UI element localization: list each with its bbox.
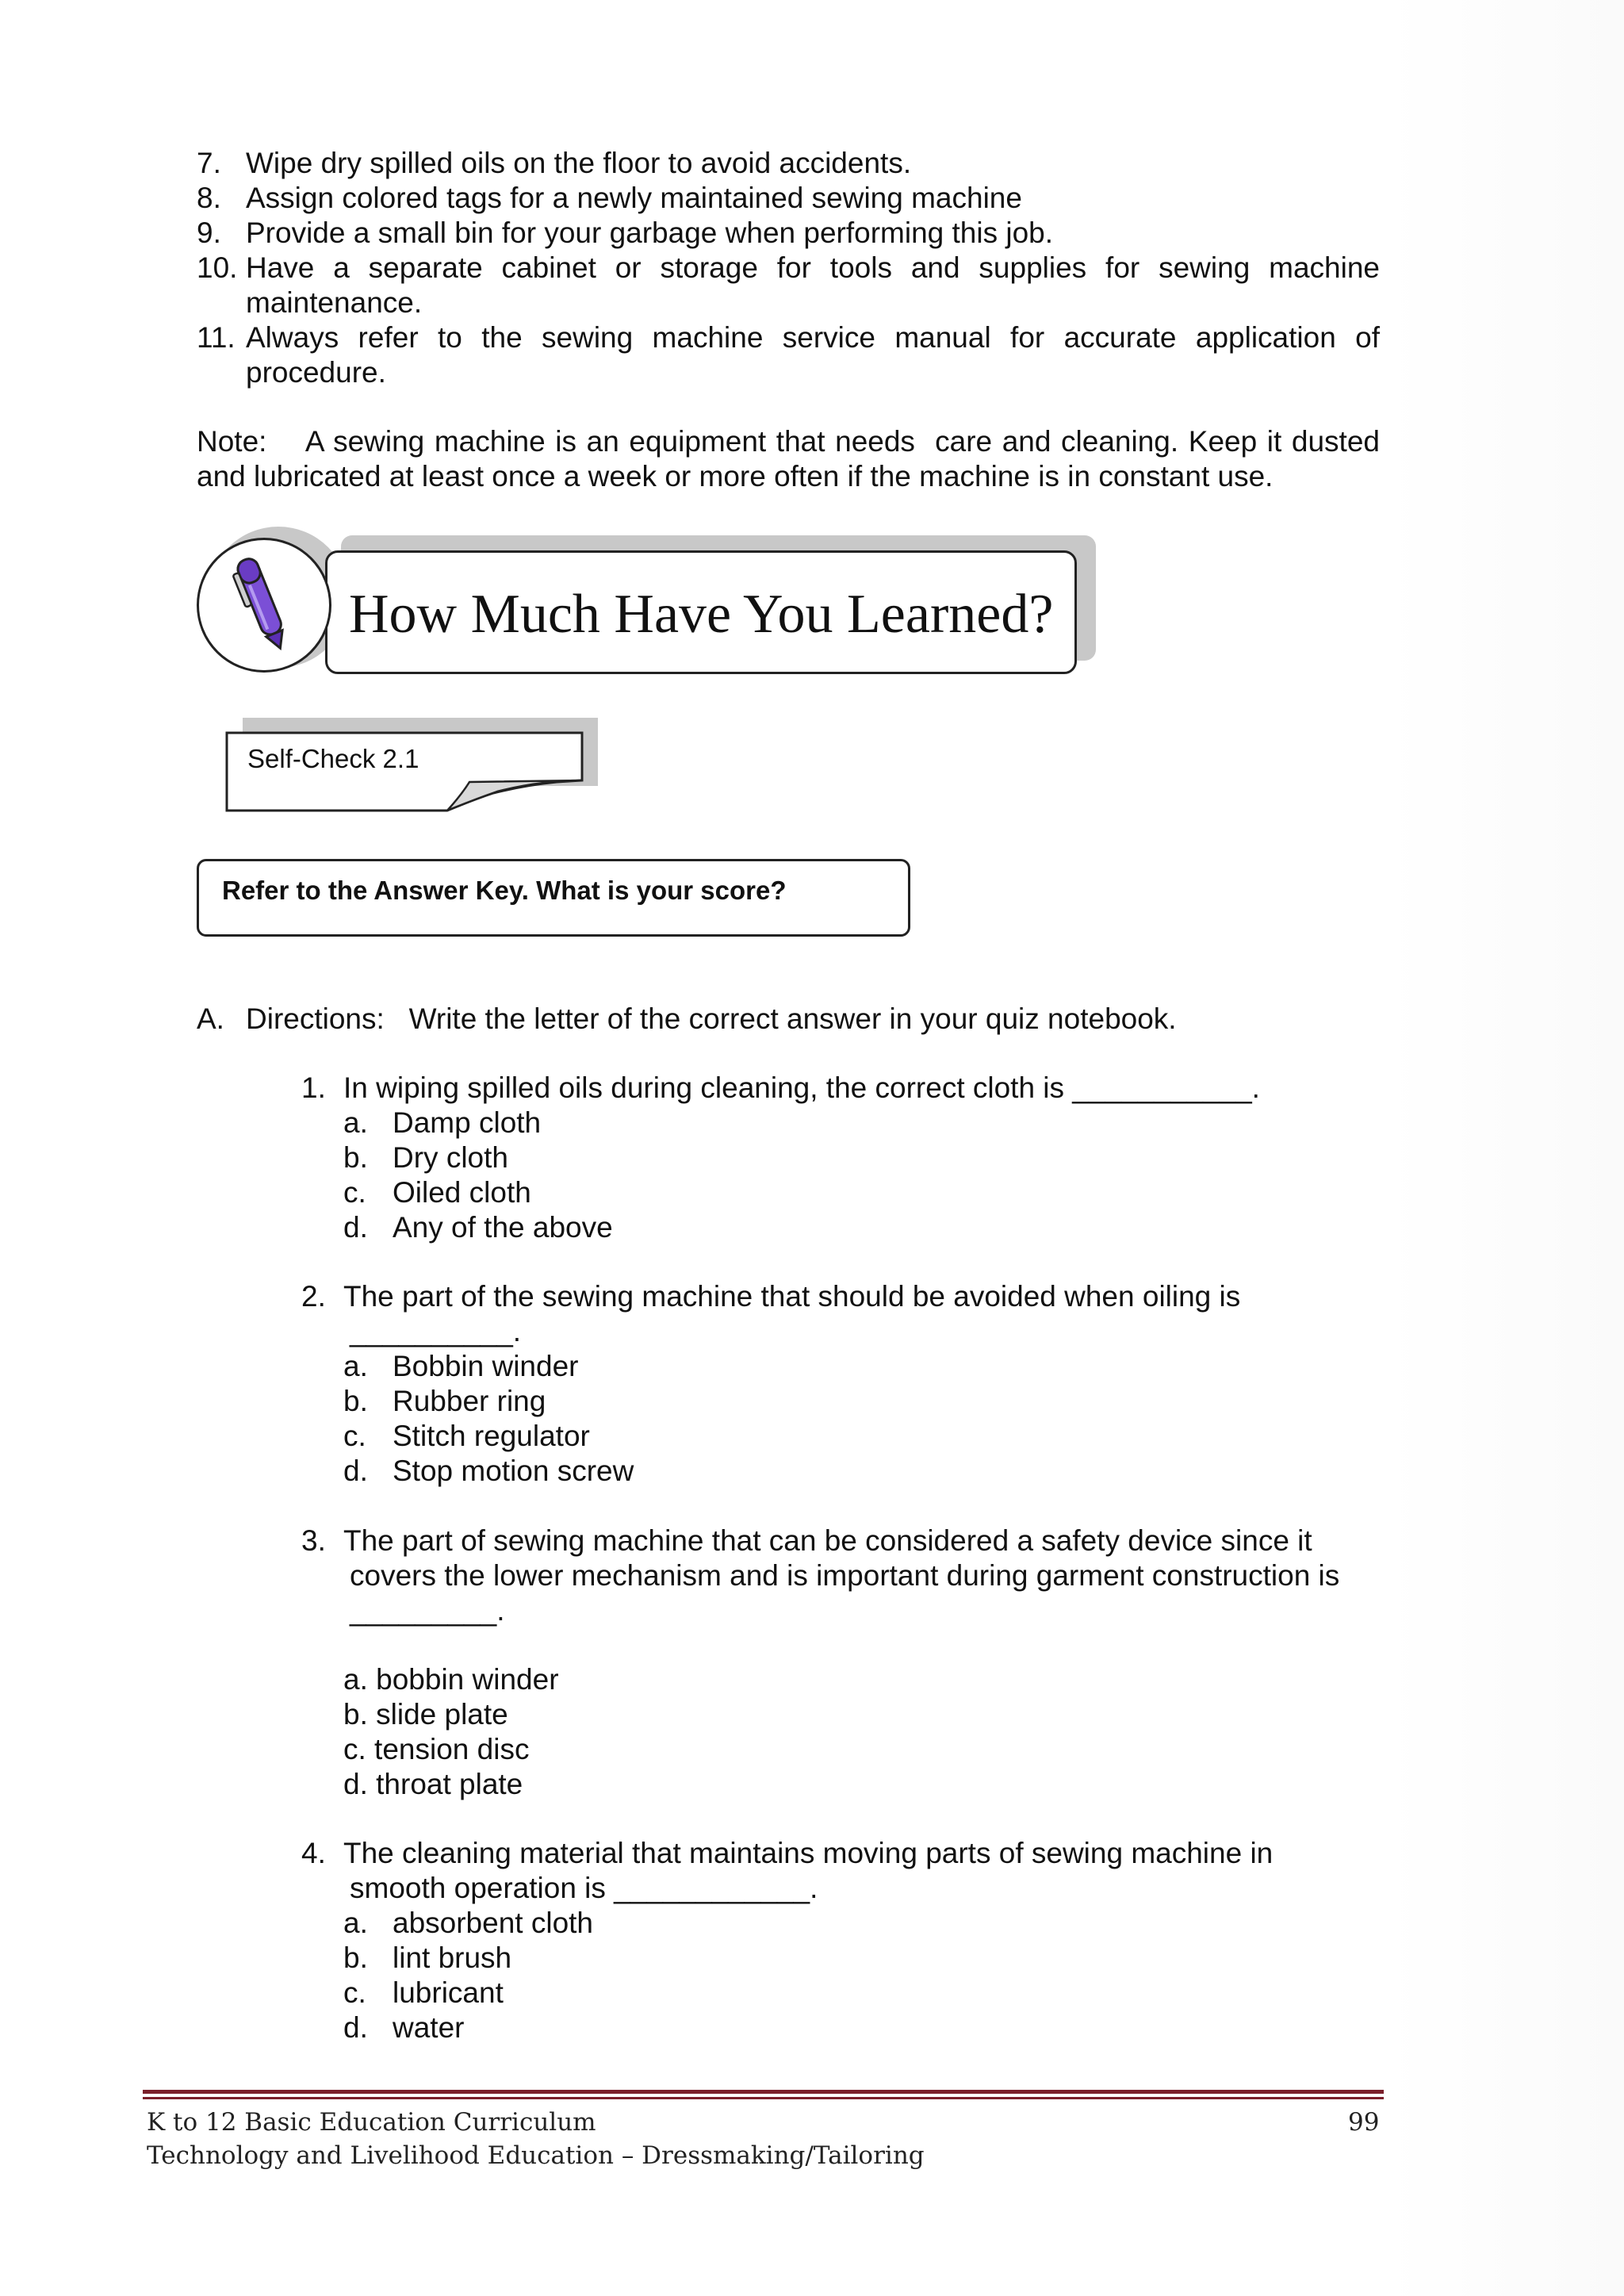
- question-number: 3.: [301, 1524, 326, 1557]
- page-number: 99: [1348, 2108, 1380, 2137]
- option-letter: d.: [343, 1211, 368, 1244]
- list-item-text: Always refer to the sewing machine service manual for accurate application of: [246, 321, 1380, 354]
- option-text: absorbent cloth: [393, 1907, 594, 1939]
- option-letter: a.: [343, 1907, 368, 1939]
- question-blank: __________.: [350, 1315, 522, 1347]
- self-check-label: Self-Check 2.1: [247, 744, 419, 773]
- list-number: 8.: [197, 182, 221, 214]
- option-text: Stitch regulator: [393, 1420, 590, 1452]
- option-text: a. bobbin winder: [343, 1663, 559, 1696]
- option-text: Oiled cloth: [393, 1176, 531, 1209]
- option-letter: b.: [343, 1385, 368, 1417]
- list-item-text: Provide a small bin for your garbage when performing this job.: [246, 217, 1054, 249]
- directions-text: Directions: Write the letter of the correct answer in your quiz notebook.: [246, 1002, 1177, 1035]
- list-item-text: procedure.: [246, 356, 386, 389]
- footer-curriculum: K to 12 Basic Education Curriculum: [147, 2108, 596, 2137]
- option-text: Stop motion screw: [393, 1455, 634, 1487]
- option-text: lubricant: [393, 1976, 504, 2009]
- option-letter: d.: [343, 1455, 368, 1487]
- question-text: covers the lower mechanism and is important during garment construction is: [350, 1559, 1340, 1592]
- question-text: The part of the sewing machine that should be avoided when oiling is: [343, 1280, 1241, 1313]
- list-item-text: Have a separate cabinet or storage for tools and supplies for sewing machine: [246, 251, 1380, 284]
- footer-rule: [143, 2090, 1384, 2094]
- question-text: smooth operation is ____________.: [350, 1872, 818, 1904]
- list-number: 10.: [197, 251, 238, 284]
- option-letter: b.: [343, 1141, 368, 1174]
- footer-subject: Technology and Livelihood Education – Dressmaking/Tailoring: [147, 2141, 925, 2170]
- question-text: The cleaning material that maintains moving parts of sewing machine in: [343, 1837, 1274, 1869]
- option-letter: a.: [343, 1350, 368, 1382]
- pen-icon: [213, 550, 311, 658]
- list-item-text: Assign colored tags for a newly maintained sewing machine: [246, 182, 1022, 214]
- option-text: c. tension disc: [343, 1733, 530, 1765]
- answer-key-text: Refer to the Answer Key. What is your score?: [222, 876, 787, 905]
- list-number: 11.: [197, 321, 236, 354]
- question-text: In wiping spilled oils during cleaning, the correct cloth is ___________.: [343, 1071, 1260, 1104]
- banner-title: How Much Have You Learned?: [349, 584, 1054, 645]
- note-text: Note: A sewing machine is an equipment that needs care and cleaning. Keep it dusted: [197, 425, 1380, 458]
- option-text: Dry cloth: [393, 1141, 508, 1174]
- list-item-text: Wipe dry spilled oils on the floor to avoid accidents.: [246, 147, 912, 179]
- option-text: b. slide plate: [343, 1698, 508, 1731]
- list-item-text: maintenance.: [246, 286, 423, 319]
- option-text: Any of the above: [393, 1211, 613, 1244]
- question-number: 4.: [301, 1837, 326, 1869]
- list-number: 7.: [197, 147, 221, 179]
- question-number: 2.: [301, 1280, 326, 1313]
- section-letter: A.: [197, 1002, 224, 1035]
- option-text: Bobbin winder: [393, 1350, 579, 1382]
- option-letter: d.: [343, 2011, 368, 2044]
- option-text: d. throat plate: [343, 1768, 523, 1800]
- option-text: Rubber ring: [393, 1385, 546, 1417]
- option-text: Damp cloth: [393, 1106, 542, 1139]
- option-letter: a.: [343, 1106, 368, 1139]
- question-blank: _________.: [350, 1594, 505, 1627]
- footer-rule: [143, 2097, 1384, 2099]
- note-text: and lubricated at least once a week or more often if the machine is in constant use.: [197, 460, 1274, 493]
- option-text: lint brush: [393, 1941, 512, 1974]
- option-letter: c.: [343, 1976, 366, 2009]
- question-text: The part of sewing machine that can be considered a safety device since it: [343, 1524, 1312, 1557]
- option-letter: b.: [343, 1941, 368, 1974]
- option-text: water: [393, 2011, 465, 2044]
- option-letter: c.: [343, 1176, 366, 1209]
- page-edge-shading: [1388, 0, 1624, 2296]
- option-letter: c.: [343, 1420, 366, 1452]
- question-number: 1.: [301, 1071, 326, 1104]
- list-number: 9.: [197, 217, 221, 249]
